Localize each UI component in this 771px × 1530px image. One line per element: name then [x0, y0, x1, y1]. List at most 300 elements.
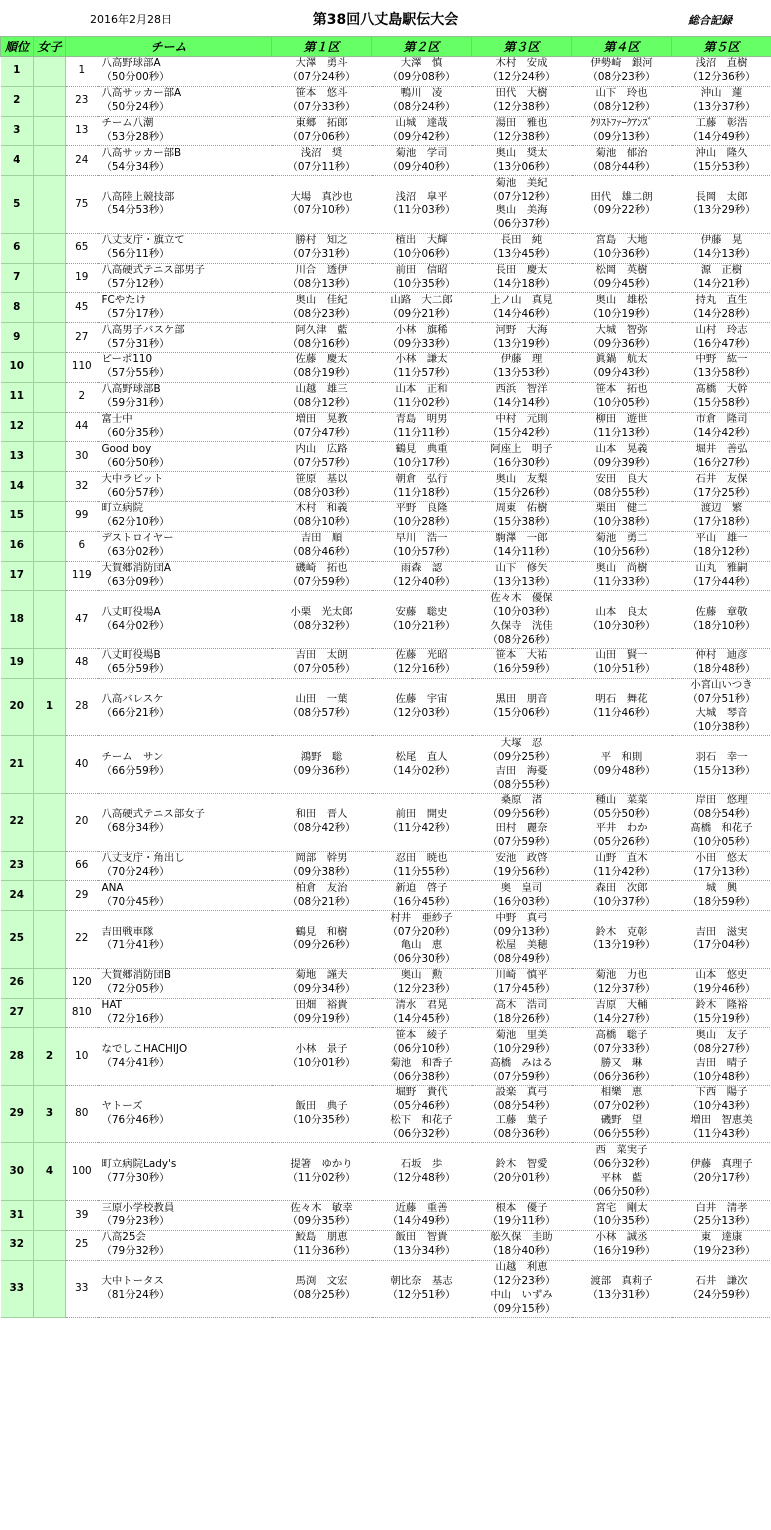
runner-name: 大場 真沙也: [290, 190, 353, 203]
bib-number-cell: 100: [66, 1143, 98, 1201]
team-name: 大賀郷消防団A: [101, 562, 171, 575]
rank-cell: 12: [1, 412, 34, 442]
split-time: （20分17秒）: [687, 1171, 756, 1184]
team-cell: [98, 531, 272, 561]
split-time: （11分03秒）: [387, 204, 456, 217]
runner-name: 渡部 真莉子: [590, 1275, 653, 1288]
team-name: ピーポ110: [101, 353, 153, 366]
split-time: （14分21秒）: [687, 277, 756, 290]
split-time: （12分03秒）: [387, 707, 456, 720]
bib-number-cell: 120: [66, 968, 98, 998]
split-time: （07分24秒）: [287, 71, 356, 84]
women-rank-cell: [34, 881, 66, 911]
split-time: （11分43秒）: [687, 1128, 756, 1141]
runner-name: 菊池 和香子: [390, 1056, 453, 1069]
table-row: [1, 293, 771, 323]
split-time: （08分03秒）: [287, 486, 356, 499]
split-time: （09分35秒）: [287, 1215, 356, 1228]
table-row: [1, 851, 771, 881]
rank-cell: 11: [1, 382, 34, 412]
split-time: （11分02秒）: [287, 1171, 356, 1184]
split-time: （07分59秒）: [287, 575, 356, 588]
rank-cell: 5: [1, 176, 34, 234]
team-name: 八高サッカー部A: [101, 87, 182, 100]
split-time: （14分02秒）: [387, 764, 456, 777]
split-time: （11分02秒）: [387, 397, 456, 410]
leg-4-cell: [572, 881, 672, 911]
team-name: 三原小学校教員: [101, 1201, 175, 1214]
runner-name: 設楽 真弓: [495, 1086, 548, 1099]
team-cell: [98, 263, 272, 293]
table-row: [1, 382, 771, 412]
runner-name: 大澤 勇斗: [295, 57, 348, 70]
split-time: （10分29秒）: [487, 1042, 556, 1055]
runner-name: 源 正樹: [700, 264, 743, 277]
leg-4-cell: [572, 382, 672, 412]
split-time: （06分38秒）: [387, 1070, 456, 1083]
leg-5-cell: [672, 116, 771, 146]
women-rank-cell: [34, 442, 66, 472]
split-time: （16分45秒）: [387, 895, 456, 908]
table-row: [1, 1028, 771, 1086]
split-time: （06分30秒）: [387, 953, 456, 966]
split-time: （06分32秒）: [387, 1128, 456, 1141]
leg-4-cell: [572, 176, 672, 234]
split-time: （07分20秒）: [387, 925, 456, 938]
leg-2-cell: [372, 86, 472, 116]
leg-4-cell: [572, 501, 672, 531]
team-total-time: （60分57秒）: [101, 486, 170, 499]
rank-cell: 29: [1, 1085, 34, 1143]
split-time: （07分31秒）: [287, 248, 356, 261]
runner-name: 木村 和義: [295, 502, 348, 515]
leg-4-cell: [572, 352, 672, 382]
split-time: （13分29秒）: [687, 204, 756, 217]
bib-number-cell: 6: [66, 531, 98, 561]
team-cell: [98, 116, 272, 146]
split-time: （19分46秒）: [687, 983, 756, 996]
runner-name: 中山 いずみ: [490, 1288, 553, 1301]
leg-3-cell: [472, 1260, 572, 1318]
leg-2-cell: [372, 116, 472, 146]
leg-1-cell: [272, 412, 372, 442]
split-time: （09分43秒）: [587, 367, 656, 380]
leg-1-cell: [272, 57, 372, 87]
rank-cell: 28: [1, 1028, 34, 1086]
split-time: （15分58秒）: [687, 397, 756, 410]
report-header: [0, 0, 771, 36]
team-cell: [98, 736, 272, 794]
women-rank-cell: [34, 382, 66, 412]
split-time: （18分48秒）: [687, 663, 756, 676]
runner-name: 安藤 聡史: [395, 605, 448, 618]
team-name: ANA: [101, 881, 124, 894]
team-name: 八丈町役場A: [101, 605, 161, 618]
leg-2-cell: [372, 382, 472, 412]
runner-name: 笹本 拓也: [595, 383, 648, 396]
leg-5-cell: [672, 176, 771, 234]
rank-cell: 20: [1, 678, 34, 736]
runner-name: 奥山 奨太: [495, 146, 548, 159]
split-time: （08分32秒）: [287, 619, 356, 632]
leg-4-cell: [572, 323, 672, 353]
runner-name: 川合 透伊: [295, 264, 348, 277]
split-time: （18分26秒）: [487, 1012, 556, 1025]
runner-name: 山路 大二郎: [390, 293, 453, 306]
women-rank-cell: 4: [34, 1143, 66, 1201]
runner-name: 菊池 里美: [495, 1028, 548, 1041]
women-rank-cell: [34, 57, 66, 87]
split-time: （08分46秒）: [287, 546, 356, 559]
runner-name: 菊池 学司: [395, 146, 448, 159]
split-time: （17分44秒）: [687, 575, 756, 588]
runner-name: 木村 安成: [495, 57, 548, 70]
leg-3-cell: [472, 323, 572, 353]
runner-name: 奥山 雄松: [595, 293, 648, 306]
runner-name: 田代 雄二朗: [590, 190, 653, 203]
split-time: （10分28秒）: [387, 516, 456, 529]
split-time: （15分19秒）: [687, 1012, 756, 1025]
bib-number-cell: 22: [66, 911, 98, 969]
leg-3-cell: [472, 736, 572, 794]
runner-name: 浅沼 奨: [300, 146, 343, 159]
runner-name: 松岡 英樹: [595, 264, 648, 277]
table-row: [1, 323, 771, 353]
team-cell: [98, 968, 272, 998]
leg-1-cell: [272, 1143, 372, 1201]
runner-name: 菊池 勇二: [595, 532, 648, 545]
leg-3-cell: [472, 678, 572, 736]
team-total-time: （57分17秒）: [101, 307, 170, 320]
split-time: （08分54秒）: [487, 1100, 556, 1113]
leg-3-cell: [472, 911, 572, 969]
leg-5-cell: [672, 591, 771, 649]
runner-name: 桑原 渚: [500, 794, 543, 807]
runner-name: 山下 玲也: [595, 87, 648, 100]
team-cell: [98, 412, 272, 442]
team-cell: [98, 591, 272, 649]
runner-name: 高橋 みはる: [490, 1056, 553, 1069]
split-time: （18分40秒）: [487, 1245, 556, 1258]
women-rank-cell: [34, 911, 66, 969]
table-row: [1, 176, 771, 234]
split-time: （10分19秒）: [587, 307, 656, 320]
runner-name: 工藤 葉子: [495, 1114, 548, 1127]
table-row: [1, 998, 771, 1028]
leg-2-cell: [372, 323, 472, 353]
rank-cell: 22: [1, 793, 34, 851]
leg-4-cell: [572, 1230, 672, 1260]
team-cell: [98, 501, 272, 531]
bib-number-cell: 25: [66, 1230, 98, 1260]
leg-1-cell: [272, 591, 372, 649]
team-cell: [98, 323, 272, 353]
leg-2-cell: [372, 1028, 472, 1086]
women-rank-cell: 3: [34, 1085, 66, 1143]
split-time: （07分47秒）: [287, 426, 356, 439]
runner-name: 村井 亜紗子: [390, 911, 453, 924]
team-name: 八高男子バスケ部: [101, 323, 185, 336]
leg-3-cell: [472, 382, 572, 412]
team-name: 大賀郷消防団B: [101, 969, 171, 982]
split-time: （20分01秒）: [487, 1171, 556, 1184]
team-total-time: （50分24秒）: [101, 101, 170, 114]
table-row: [1, 1260, 771, 1318]
team-cell: [98, 911, 272, 969]
split-time: （12分51秒）: [387, 1288, 456, 1301]
leg-1-cell: [272, 561, 372, 591]
table-row: [1, 648, 771, 678]
runner-name: 平 和則: [600, 750, 643, 763]
runner-name: 奥山 勲: [400, 969, 443, 982]
leg-1-cell: [272, 233, 372, 263]
bib-number-cell: 75: [66, 176, 98, 234]
runner-name: 鶴見 典重: [395, 442, 448, 455]
split-time: （09分13秒）: [587, 130, 656, 143]
runner-name: 渡辺 繁: [700, 502, 743, 515]
leg-5-cell: [672, 561, 771, 591]
rank-cell: 18: [1, 591, 34, 649]
rank-cell: 10: [1, 352, 34, 382]
runner-name: 西浜 智洋: [495, 383, 548, 396]
women-rank-cell: [34, 323, 66, 353]
split-time: （13分19秒）: [487, 337, 556, 350]
split-time: （16分03秒）: [487, 895, 556, 908]
team-cell: [98, 1143, 272, 1201]
team-name: Good boy: [101, 442, 152, 455]
bib-number-cell: 10: [66, 1028, 98, 1086]
runner-name: 鮫島 朋恵: [295, 1231, 348, 1244]
split-time: （14分49秒）: [687, 130, 756, 143]
runner-name: 勝村 知之: [295, 234, 348, 247]
table-row: [1, 531, 771, 561]
bib-number-cell: 23: [66, 86, 98, 116]
split-time: （19分11秒）: [487, 1215, 556, 1228]
leg-2-cell: [372, 233, 472, 263]
leg-2-cell: [372, 531, 472, 561]
rank-cell: 27: [1, 998, 34, 1028]
table-row: [1, 501, 771, 531]
runner-name: 飯田 智貴: [395, 1231, 448, 1244]
split-time: （09分45秒）: [587, 277, 656, 290]
runner-name: 佐々木 優保: [490, 591, 553, 604]
runner-name: 平林 藍: [600, 1171, 643, 1184]
team-cell: [98, 382, 272, 412]
runner-name: 白井 清孝: [695, 1201, 748, 1214]
split-time: （13分37秒）: [687, 101, 756, 114]
leg-5-cell: [672, 57, 771, 87]
split-time: （06分55秒）: [587, 1128, 656, 1141]
runner-name: 鈴木 隆裕: [695, 998, 748, 1011]
team-name: 八高陸上競技部: [101, 190, 175, 203]
leg-2-cell: [372, 472, 472, 502]
rank-cell: 1: [1, 57, 34, 87]
split-time: （12分38秒）: [487, 101, 556, 114]
leg-1-cell: [272, 442, 372, 472]
split-time: （25分13秒）: [687, 1215, 756, 1228]
team-total-time: （70分45秒）: [101, 895, 170, 908]
runner-name: 髙橋 大幹: [695, 383, 748, 396]
rank-cell: 26: [1, 968, 34, 998]
women-rank-cell: [34, 851, 66, 881]
table-row: [1, 881, 771, 911]
bib-number-cell: 24: [66, 146, 98, 176]
runner-name: 笹本 悠斗: [295, 87, 348, 100]
leg-1-cell: [272, 501, 372, 531]
team-total-time: （79分23秒）: [101, 1215, 170, 1228]
runner-name: 奥山 佳紀: [295, 293, 348, 306]
team-cell: [98, 176, 272, 234]
runner-name: 大城 琴音: [695, 707, 748, 720]
team-cell: [98, 998, 272, 1028]
runner-name: 髙橋 和花子: [690, 822, 753, 835]
split-time: （09分48秒）: [587, 764, 656, 777]
runner-name: 清水 君晃: [395, 998, 448, 1011]
bib-number-cell: 80: [66, 1085, 98, 1143]
leg-3-cell: [472, 1230, 572, 1260]
split-time: （09分38秒）: [287, 865, 356, 878]
results-body: [1, 57, 771, 1318]
runner-name: 山丸 雅嗣: [695, 562, 748, 575]
bib-number-cell: 13: [66, 116, 98, 146]
runner-name: 伊勢崎 銀河: [590, 57, 653, 70]
runner-name: 堀野 貴代: [395, 1086, 448, 1099]
runner-name: 柳田 遊世: [595, 413, 648, 426]
split-time: （08分57秒）: [287, 707, 356, 720]
leg-5-cell: [672, 968, 771, 998]
split-time: （10分06秒）: [387, 248, 456, 261]
women-rank-cell: [34, 263, 66, 293]
bib-number-cell: 119: [66, 561, 98, 591]
team-name: 八高25会: [101, 1231, 146, 1244]
split-time: （14分27秒）: [587, 1012, 656, 1025]
team-total-time: （57分31秒）: [101, 337, 170, 350]
bib-number-cell: 47: [66, 591, 98, 649]
runner-name: 西 菜実子: [595, 1143, 648, 1156]
runner-name: 増田 智恵美: [690, 1114, 753, 1127]
table-row: [1, 561, 771, 591]
team-total-time: （72分05秒）: [101, 983, 170, 996]
leg-1-cell: [272, 116, 372, 146]
runner-name: 小林 旗稀: [395, 323, 448, 336]
runner-name: 笹本 綾子: [395, 1028, 448, 1041]
runner-name: 安池 政啓: [495, 852, 548, 864]
runner-name: 鶴見 和樹: [295, 925, 348, 938]
split-time: （16分27秒）: [687, 456, 756, 469]
runner-name: 中野 紘一: [695, 353, 748, 366]
leg-5-cell: [672, 352, 771, 382]
team-cell: [98, 293, 272, 323]
runner-name: 栗田 健二: [595, 502, 648, 515]
runner-name: 阿久津 藍: [295, 323, 348, 336]
leg-4-cell: [572, 851, 672, 881]
split-time: （10分57秒）: [387, 546, 456, 559]
women-rank-cell: [34, 968, 66, 998]
leg-1-cell: [272, 352, 372, 382]
table-row: [1, 911, 771, 969]
leg-4-cell: [572, 1028, 672, 1086]
runner-name: 堀井 善弘: [695, 442, 748, 455]
runner-name: 東 達康: [700, 1231, 743, 1244]
team-name: チーム八潮: [101, 117, 154, 130]
column-header-leg-2: 第２区: [372, 37, 472, 57]
leg-5-cell: [672, 911, 771, 969]
runner-name: 石坂 歩: [400, 1157, 443, 1170]
women-rank-cell: [34, 176, 66, 234]
women-rank-cell: [34, 531, 66, 561]
leg-3-cell: [472, 881, 572, 911]
runner-name: 前田 開史: [395, 808, 448, 821]
runner-name: 前田 信昭: [395, 264, 448, 277]
leg-1-cell: [272, 851, 372, 881]
team-cell: [98, 1028, 272, 1086]
leg-1-cell: [272, 648, 372, 678]
split-time: （11分33秒）: [587, 575, 656, 588]
split-time: （08分23秒）: [587, 71, 656, 84]
leg-1-cell: [272, 293, 372, 323]
runner-name: 伊藤 真理子: [690, 1157, 753, 1170]
rank-cell: 3: [1, 116, 34, 146]
team-name: 八高硬式テニス部男子: [101, 264, 205, 277]
split-time: （05分46秒）: [387, 1100, 456, 1113]
team-name: 八丈町役場B: [101, 649, 161, 662]
split-time: （10分48秒）: [687, 1070, 756, 1083]
team-total-time: （74分41秒）: [101, 1056, 170, 1069]
team-total-time: （54分34秒）: [101, 160, 170, 173]
rank-cell: 14: [1, 472, 34, 502]
bib-number-cell: 99: [66, 501, 98, 531]
runner-name: 吉田 晴子: [695, 1056, 748, 1069]
runner-name: 駒澤 一郎: [495, 532, 548, 545]
split-time: （12分23秒）: [487, 1275, 556, 1288]
runner-name: 飯田 典子: [295, 1100, 348, 1113]
split-time: （14分11秒）: [487, 546, 556, 559]
split-time: （06分37秒）: [487, 218, 556, 231]
bib-number-cell: 32: [66, 472, 98, 502]
runner-name: 山本 悠史: [695, 969, 748, 982]
leg-5-cell: [672, 531, 771, 561]
team-cell: [98, 442, 272, 472]
split-time: （08分44秒）: [587, 160, 656, 173]
split-time: （09分22秒）: [587, 204, 656, 217]
table-row: [1, 1085, 771, 1143]
split-time: （10分43秒）: [687, 1100, 756, 1113]
runner-name: 浅沼 皐平: [395, 190, 448, 203]
table-row: [1, 263, 771, 293]
leg-5-cell: [672, 648, 771, 678]
leg-5-cell: [672, 1085, 771, 1143]
runner-name: 増田 晃教: [295, 413, 348, 426]
leg-4-cell: [572, 1143, 672, 1201]
runner-name: 菊地 謹夫: [295, 969, 348, 982]
leg-2-cell: [372, 1230, 472, 1260]
leg-4-cell: [572, 561, 672, 591]
split-time: （15分26秒）: [487, 486, 556, 499]
runner-name: 舩久保 圭助: [490, 1231, 553, 1244]
leg-2-cell: [372, 412, 472, 442]
runner-name: 朝比奈 基志: [390, 1275, 453, 1288]
team-total-time: （57分55秒）: [101, 367, 170, 380]
leg-3-cell: [472, 146, 572, 176]
split-time: （18分59秒）: [687, 895, 756, 908]
split-time: （12分37秒）: [587, 983, 656, 996]
runner-name: 柏倉 友治: [295, 881, 348, 894]
split-time: （14分13秒）: [687, 248, 756, 261]
runner-name: 田畑 裕貴: [295, 998, 348, 1011]
rank-cell: 7: [1, 263, 34, 293]
runner-name: 新迫 啓子: [395, 881, 448, 894]
leg-3-cell: [472, 352, 572, 382]
